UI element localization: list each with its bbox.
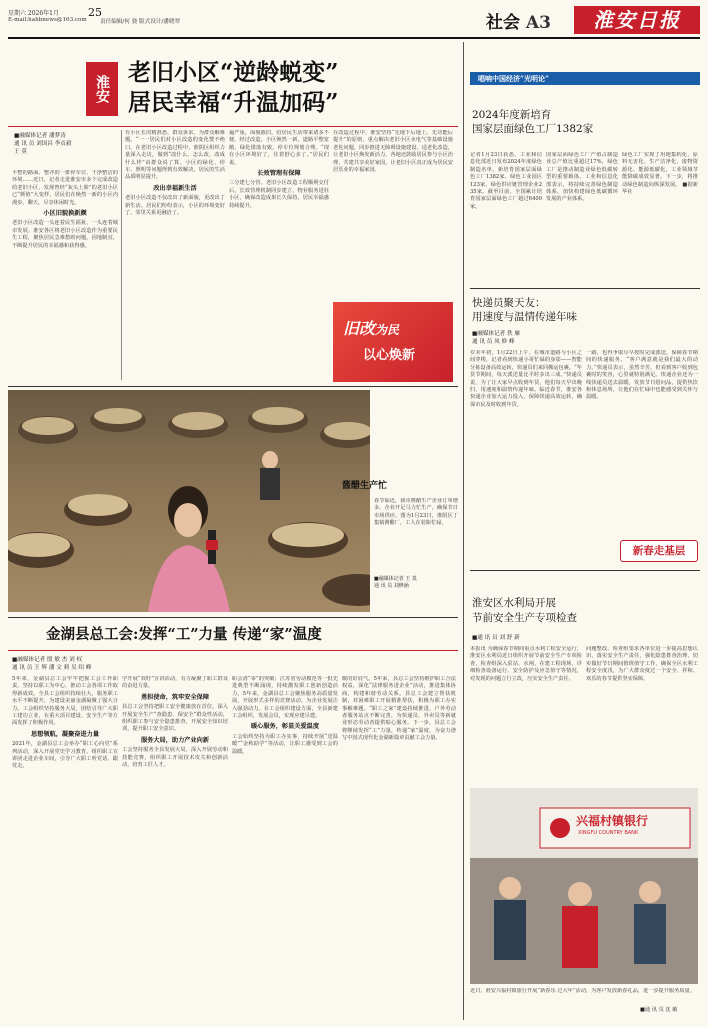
story1-headline — [472, 108, 698, 136]
masthead-email: E-mail:hahbnews@163.com — [8, 17, 87, 23]
main-title-line1: 老旧小区“逆龄蜕变” — [128, 59, 339, 86]
bottom-byline: ■融媒体记者 殷 敏 杰 刘 权 通 讯 员 王 辉 潘 文 莉 吴 绍 峰 — [12, 657, 92, 671]
bottom-subhead3: 服务大局，助力产业向新 — [140, 736, 210, 744]
story3-headline — [472, 596, 698, 626]
bottom-col2: 学开展“双旺”宣讲活动，有力凝聚了职工群众的奋进力量。 勇担使命，筑牢安全保障 县总工会坚持把职工安全健康放在首位，深入开展安全生产“查隐患、保安全”群众性活动，组织职工参与安全隐患排查，开展安全知识培训，提升职工安全意识。 服务大局，助力产业向新 工会坚持服务全县发展大局，深入开展劳动和技能竞赛，组织职工开展技术攻关和创新活动，培育工匠人才。 — [122, 676, 228, 769]
story1-col3: 绿色工厂实现了用地集约化、原料无害化、生产洁净化、废物资源化、能源低碳化，工业领域节能降碳成效显著。下一步，将推动绿色制造向纵深发展。 ■据新华社 — [622, 152, 698, 196]
bottom-headline-rule — [8, 650, 458, 651]
bank-name-en: XINGFU COUNTRY BANK — [578, 830, 639, 836]
right-rule-1 — [470, 288, 700, 289]
right-divider — [463, 42, 464, 1020]
story2-title2: 用速度与温情传递年味 — [472, 311, 577, 323]
story2-headline — [472, 296, 698, 324]
story3-title1: 淮安区水利局开展 — [472, 597, 556, 609]
story1-col1: 记者1月23日获悉，工业和信息化部近日发布2024年度绿色制造名单，新培育国家层面绿色工厂1382家、绿色工业园区123家、绿色供应链管理企业235家。截至目前，全国累计培育国家层面绿色工厂超过6400家。 — [470, 152, 542, 210]
main-tag — [86, 62, 118, 116]
slogan-line1 — [343, 316, 399, 339]
masthead-editor: 责任编辑/何 骁 版式设计/潘晓翠 — [100, 19, 181, 25]
main-headline-rule — [8, 126, 458, 127]
story1-title2: 国家层面绿色工厂1382家 — [472, 123, 594, 135]
col-divider — [121, 130, 122, 380]
masthead — [8, 6, 700, 40]
main-subhead: 小区旧貌换新颜 — [43, 210, 87, 218]
bottom-col4: 暖的好底气。5年来，县总工会坚持维护职工合法权益，深化“法律服务进企业”活动，推进集体协商，构建和谐劳动关系。县总工会建立帮扶机制，对困难职工开展精准帮扶，积极为职工办实事解难题。“职工之家”建设持续推进，户外劳动者服务站点不断完善，为快递员、外卖员等新就业形态劳动者提供贴心服务。下一步，县总工会将继续发挥“工”力量，传递“家”温度，为奋力谱写中国式现代化金湖新篇章贡献工会力量。 — [342, 676, 456, 742]
bank-byline: ■通 讯 员 沈 敏 — [640, 1007, 678, 1013]
story2-title1: 快递员聚天友： — [472, 297, 546, 309]
slogan-word1: 旧改 — [343, 319, 376, 338]
slogan-box — [333, 302, 453, 382]
worker-figure-2 — [260, 451, 280, 500]
story2-byline: ■融媒体记者 佚 雁 通 讯 员 凤 修 峰 — [472, 331, 520, 345]
story1-title1: 2024年度新培育 — [472, 109, 552, 121]
vinegar-photo-scene — [8, 390, 370, 612]
main-col1: 平整的路面、整齐的一排停车位，干净整洁的环境……近日，记者走进淮安市多个完成改造的老旧小区，发现曾经“灰头土脸”的老旧小区已“颜值”大变样，居民们在焕然一新的小区内漫步、聊天，尽享休闲时光。 小区旧貌换新颜 老旧小区改造一头连着民生福祉，一头连着城市发展。淮安各区将老旧小区改造作为重要民生工程，聚焦居民急难愁盼问题，因地制宜，不断提升居民的幸福感和获得感。 — [12, 170, 118, 249]
slogan-word2: 为民 — [375, 323, 400, 337]
main-headline — [128, 58, 428, 118]
story3-title2: 节前安全生产专项检查 — [472, 612, 577, 624]
bottom-subhead4: 暖心服务，彰显关爱温度 — [250, 723, 320, 731]
right-rule-2 — [470, 570, 700, 571]
bottom-top-rule — [8, 617, 458, 618]
slogan-line2: 以心焕新 — [363, 348, 416, 363]
right-header-band — [470, 72, 700, 85]
main-col4: 在改造过程中，淮安坚持“先地下后地上、先功能后提升”的原则，重点解决老旧小区水电气等基础设施老化问题，同步推进无障碍设施建设、适老化改造，让老旧小区焕发新活力。各地还鼓励居民参与小区治理，共建共享美好家园，让老旧小区真正成为居民安居乐业的幸福家园。 — [333, 130, 453, 174]
story3-byline: ■通 讯 员 刘 舒 新 — [472, 635, 520, 641]
main-col3: 遍严重，面貌陈旧，给居民生活带来诸多不便。经过改造，小区焕然一新，道路平整宽敞，绿化错落有致，停车位规划合理。“现在小区环境好了，住着舒心多了。”居民们说。 长效管理有保障 三分建七分管。老旧小区改造工程顺利交付后，长效管理机制同步建立，物业服务进驻小区，确保改造成果长久保持，居民幸福感持续提升。 — [229, 130, 329, 209]
masthead-page-num: 25 — [88, 6, 102, 19]
story3-col1: 本报讯 为确保春节期间重点水利工程安全运行，淮安区水利局近日组织开展节前安全生产专项检查，检查组深入泵站、水闸、在建工程现场，详细检查设备运行、安全防护及应急值守等情况，对发现的问题立行立改，压实安全生产责任。 — [470, 646, 582, 682]
vinegar-photo — [8, 390, 370, 612]
main-bottom-rule — [8, 386, 458, 387]
paper-name-block — [574, 6, 700, 34]
worker-figure — [148, 486, 230, 612]
people-figures — [494, 877, 666, 968]
section-name: 社会 — [486, 13, 520, 33]
bank-caption: 近日，淮安兴福村镇银行开展“新春乐 过大年”活动，为客户发放新春礼品，进一步提升服务质量。 — [470, 988, 695, 994]
masthead-date: 星期六 2026年1月 — [8, 10, 59, 17]
main-tag-text: 淮安 — [94, 75, 110, 103]
bank-name: 兴福村镇银行 — [576, 814, 649, 828]
photo-caption-box — [342, 478, 458, 612]
spring-badge-text: 新春走基层 — [632, 545, 686, 557]
section-label — [486, 8, 551, 33]
spring-badge — [620, 540, 698, 562]
story3-col2: 问题整改。检查组要求各单位进一步提高思想认识，落实安全生产责任，强化隐患排查治理，切实做好节日期间值班值守工作，确保全区水利工程安全度汛，为广大群众度过一个安全、祥和、欢乐的春节提供坚实保障。 — [586, 646, 698, 682]
bottom-headline: 金湖县总工会:发挥“工”力量 传递“家”温度 — [46, 626, 322, 643]
paper-name: 淮安日报 — [593, 8, 681, 32]
photo-caption: 春节临近，我市酱醋生产企业订单增多，企业开足马力忙生产，确保节日市场供应。图为1月23日，淮阴区丁集镇酱醋厂，工人在装瓶忙碌。 — [374, 498, 458, 527]
bank-logo-icon — [550, 818, 570, 838]
section-page: A3 — [525, 13, 551, 33]
photo-caption-title: 酱醋生产忙 — [342, 481, 388, 491]
bottom-subhead2: 勇担使命，筑牢安全保障 — [140, 693, 210, 701]
bottom-col3: 职会清“零”的突破；江苏省劳动模范等一批先进典型不断涌现，持续激发职工创新创造活力。5年来，金湖县总工会聚焦服务高质量发展，开展形式多样的竞赛活动，为企业发展注入强劲动力。在工会组织建设方面，全县新建工会组织，发展会员，实现应建尽建。 暖心服务，彰显关爱温度 工会始终坚持为职工办实事，持续开展“送温暖”“金秋助学”等活动，让职工感受到工会的温暖。 — [232, 676, 338, 755]
bank-photo — [470, 788, 698, 984]
main-byline: ■融媒体记者 潘梦涛 通 讯 员 刘国昌 李贞毅 王 莫 — [14, 133, 72, 155]
story2-col2: 一路，也得争取尽早按时完成派送，保障春节期间的快递服务。“客户满意就是我们最大的动力。”快递员表示，虽然辛苦，但看到客户收到包裹时的笑容，心里就特别满足。快递企业还为一线快递员送去温暖，发放节日慰问品，提供热饮和休息场所，让他们在忙碌中也能感受到关怀与温暖。 — [586, 350, 698, 401]
main-subhead2: 改出幸福新生活 — [153, 184, 197, 192]
story2-col1: 岁末年初，1月22日上午，在城市道路与小区之间穿梭，记者看到快递小哥忙碌的身影——智能分拣设备高效运转，快递员们来回搬运包裹。“年货节期间，每天派送量比平时多出三成。”快递员说，为了让大家早点收到年货，他们每天早出晚归，用速度和温情传递年味。临近春节，淮安各快递企业加大运力投入，保障快递高效运转，确保市民及时收到年货。 — [470, 350, 582, 408]
bottom-subhead1: 思想领航，凝聚奋进力量 — [30, 730, 100, 738]
bottom-col1: 5年来，金湖县总工会牢牢把握工会工作职责，坚持以职工为中心，推动工会各项工作取得新成效。全县工会组织持续壮大，服务职工水平不断提升，为建设美丽金湖凝聚了强大合力。工会组织坚持服务大局，团结引导广大职工建功立业，在重大项目建设、安全生产等方面发挥了积极作用。 思想领航，凝聚奋进力量 2021年，金湖县总工会举办“职工心向党”系列活动，深入开展党史学习教育，组织职工宣讲团走进企业车间，引导广大职工听党话、跟党走。 — [12, 676, 118, 770]
story1-col2: 国家层面绿色工厂产值占制造业总产值比重超过17%，绿色工厂是推动制造业绿色低碳转型的重要载体。工业和信息化部表示，将持续完善绿色制造体系，加快构建绿色低碳循环发展的产业体系。 — [546, 152, 618, 203]
masthead-rule — [8, 37, 700, 39]
photo-byline: ■融媒体记者 王 莫 通 讯 员 刘修涵 — [374, 576, 417, 589]
right-header-band-text: 唱响中国经济“光明论” — [478, 74, 550, 83]
main-subhead3: 长效管理有保障 — [257, 170, 301, 178]
main-title-line2: 居民幸福“升温加码” — [128, 89, 339, 116]
main-col2: 有小区长的精准悉，群众诉求，为群众解难题。“一一居民们对小区改造的变化赞不绝口。在老旧小区改造过程中，淮阴区组织力量深入走访，做到“改什么、怎么改、改成什么样”由群众说了算。小区的绿化、停车、照明等问题得到有效解决，居民的生活品质明显提升。 改出幸福新生活 老旧小区改造不仅改出了新面貌，更改出了新生活。居民们纷纷表示，小区的环境变好了，邻里关系更融洽了。 — [125, 130, 225, 217]
